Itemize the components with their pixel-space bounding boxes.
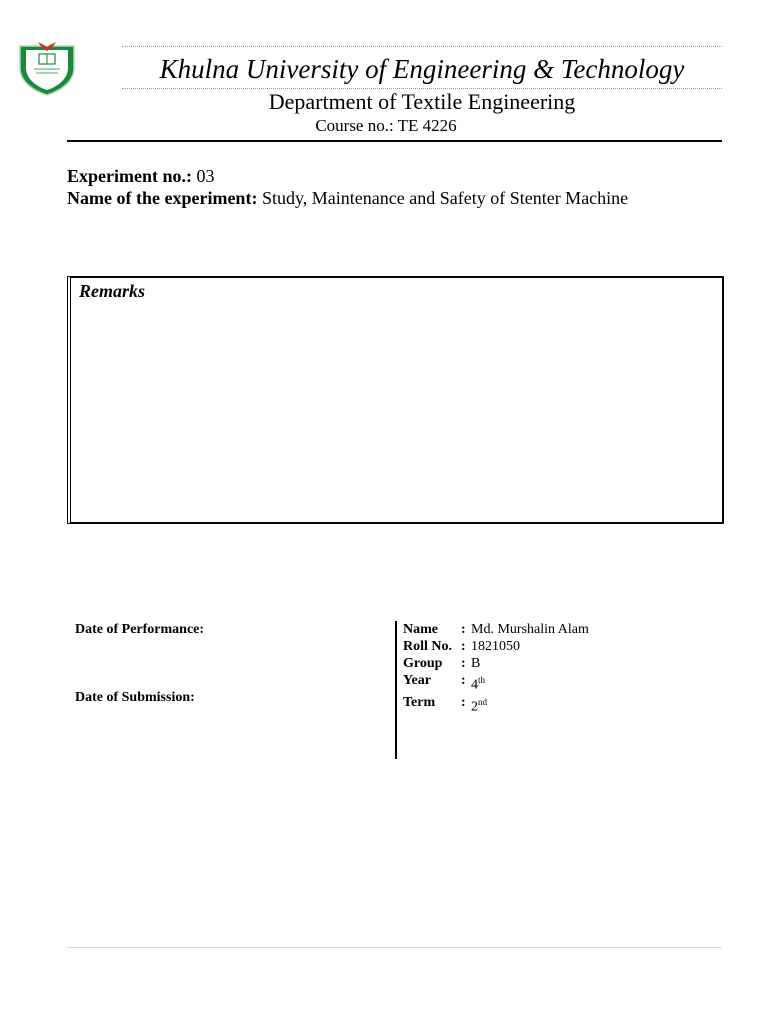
course-number: Course no.: TE 4226 [315, 116, 457, 135]
info-separator-line [395, 621, 397, 759]
student-name-row [403, 621, 589, 638]
university-logo [16, 38, 78, 96]
student-year-row [403, 672, 589, 694]
department-name: Department of Textile Engineering [268, 89, 576, 114]
student-group-label: Group [403, 656, 443, 671]
student-group-colon: : [461, 656, 466, 671]
student-year-colon: : [461, 673, 466, 688]
footer-rule [67, 947, 722, 948]
student-roll-value: 1821050 [471, 639, 520, 654]
student-year-number: 4 [471, 677, 478, 693]
remarks-label: Remarks [79, 281, 146, 301]
student-group-row [403, 655, 589, 672]
student-year-value [471, 672, 485, 694]
student-info [403, 621, 589, 715]
student-roll-row [403, 638, 589, 655]
university-name: Khulna University of Engineering & Technology [159, 54, 685, 84]
experiment-number-label: Experiment no.: [67, 166, 192, 186]
student-term-value [471, 694, 487, 716]
student-group-value: B [471, 656, 481, 671]
student-year-suffix: th [478, 675, 486, 685]
student-year-label: Year [403, 673, 431, 688]
experiment-name-label: Name of the experiment: [67, 188, 258, 208]
date-of-submission-label: Date of Submission: [75, 690, 195, 705]
student-term-row [403, 694, 589, 716]
header-divider [67, 140, 722, 142]
student-name-value: Md. Murshalin Alam [471, 622, 589, 637]
remarks-box [67, 276, 724, 524]
student-term-number: 2 [471, 699, 478, 715]
student-roll-label: Roll No. [403, 639, 452, 654]
experiment-number [67, 165, 215, 187]
experiment-name [67, 187, 628, 209]
header-dotted-rule-top [122, 46, 722, 47]
student-roll-colon: : [461, 639, 466, 654]
date-of-performance-label: Date of Performance: [75, 622, 205, 637]
student-term-label: Term [403, 694, 436, 710]
student-name-label: Name [403, 622, 438, 637]
experiment-number-value: 03 [196, 166, 215, 186]
student-term-colon: : [461, 694, 466, 710]
experiment-name-value: Study, Maintenance and Safety of Stenter Machine [261, 188, 629, 208]
student-name-colon: : [461, 622, 466, 637]
student-term-suffix: nd [478, 696, 487, 707]
